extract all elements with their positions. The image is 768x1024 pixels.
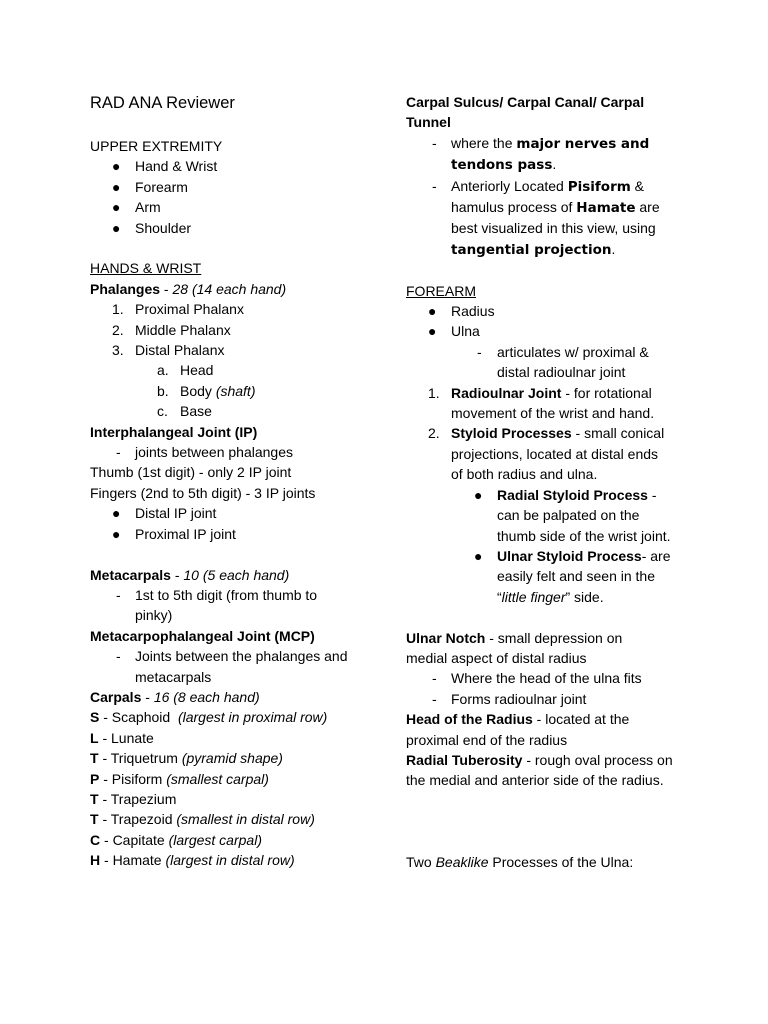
ip-heading: Interphalangeal Joint (IP) [90, 423, 258, 440]
bullet-icon: ● [112, 178, 121, 195]
carpal-item: T - Triquetrum (pyramid shape) [90, 750, 283, 767]
list-item: - Where the head of the ulna fits [406, 668, 706, 688]
carpal-sulcus-heading: Carpal Sulcus/ Carpal Canal/ Carpal Tunnel [406, 94, 645, 131]
carpal-item: S - Scaphoid (largest in proximal row) [90, 709, 328, 726]
list-item: - Forms radioulnar joint [406, 689, 706, 709]
carpal-item: P - Pisiform (smallest carpal) [90, 770, 269, 787]
ulnar-notch: Ulnar Notch - small depression on medial aspect of distal radius [406, 629, 623, 666]
fingers-line: Fingers (2nd to 5th digit) - 3 IP joints [90, 484, 316, 501]
list-item: ● Hand & Wrist [90, 156, 390, 176]
list-item: c. Base [157, 403, 212, 420]
carpal-item: C - Capitate (largest carpal) [90, 831, 262, 848]
list-item: 1. Proximal Phalanx [112, 301, 244, 318]
dash-icon: - [432, 690, 437, 707]
carpal-item: L - Lunate [90, 729, 154, 746]
carpal-item: H - Hamate (largest in distal row) [90, 852, 295, 869]
carpals-line: Carpals - 16 (8 each hand) [90, 688, 260, 705]
bullet-icon: ● [112, 158, 121, 175]
bullet-icon: ● [428, 323, 437, 340]
metacarpals-line: Metacarpals - 10 (5 each hand) [90, 566, 290, 583]
dash-icon: - [477, 343, 482, 360]
list-item: 2. Middle Phalanx [112, 321, 231, 338]
list-item: ● Shoulder [90, 218, 390, 238]
list-item: b. Body (shaft) [157, 382, 256, 399]
dash-icon: - [116, 444, 121, 461]
list-item: - Joints between the phalanges and metacarpals [116, 648, 348, 685]
list-item: - where the major nerves and tendons pass. [432, 134, 650, 174]
carpal-item: T - Trapezium [90, 790, 177, 807]
list-item: - articulates w/ proximal & distal radioulnar joint [477, 343, 649, 381]
mcp-heading: Metacarpophalangeal Joint (MCP) [90, 627, 315, 644]
hands-wrist-heading: HANDS & WRIST [90, 260, 202, 277]
dash-icon: - [116, 586, 121, 603]
phalanges-line: Phalanges - 28 (14 each hand) [90, 280, 287, 297]
forearm-heading: FOREARM [406, 282, 476, 299]
list-item: ● Forearm [90, 177, 390, 197]
list-item: ● Arm [90, 197, 390, 217]
list-item: ● Distal IP joint [90, 503, 390, 523]
bullet-icon: ● [112, 525, 121, 542]
document-title: RAD ANA Reviewer [90, 94, 235, 112]
radial-tuberosity: Radial Tuberosity - rough oval process on the medial and anterior side of the radius. [406, 751, 673, 789]
upper-extremity-heading: UPPER EXTREMITY [90, 138, 223, 154]
dash-icon: - [116, 648, 121, 665]
list-item: a. Head [157, 362, 214, 379]
thumb-line: Thumb (1st digit) - only 2 IP joint [90, 464, 292, 481]
list-item: ● Radius [406, 301, 706, 321]
list-item: - 1st to 5th digit (from thumb to pinky) [116, 586, 318, 624]
bullet-icon: ● [112, 505, 121, 522]
dash-icon: - [432, 177, 437, 194]
dash-icon: - [432, 134, 437, 151]
list-item: ● Radial Styloid Process - can be palpated on the thumb side of the wrist joint. [474, 486, 671, 544]
list-item: ● Proximal IP joint [90, 524, 390, 544]
list-item: - joints between phalanges [90, 442, 390, 462]
dash-icon: - [432, 670, 437, 687]
right-column [406, 92, 706, 872]
list-item: 2. Styloid Processes - small conical projections, located at distal ends of both radius and ulna. [428, 425, 665, 483]
list-item: 3. Distal Phalanx [112, 342, 225, 359]
head-of-radius: Head of the Radius - located at the proximal end of the radius [406, 711, 630, 748]
list-item: ● Ulnar Styloid Process- are easily felt and seen in the “little finger” side. [474, 547, 671, 605]
carpal-item: T - Trapezoid (smallest in distal row) [90, 811, 315, 828]
beaklike-heading: Two Beaklike Processes of the Ulna: [406, 853, 634, 870]
list-item: - Anteriorly Located Pisiform & hamulus process of Hamate are best visualized in this view, using tangential projection. [432, 177, 660, 258]
bullet-icon: ● [474, 547, 483, 564]
bullet-icon: ● [112, 199, 121, 216]
list-item: ● Ulna [406, 321, 706, 341]
bullet-icon: ● [112, 219, 121, 236]
bullet-icon: ● [474, 486, 483, 503]
bullet-icon: ● [428, 303, 437, 320]
left-column [90, 136, 390, 871]
list-item: 1. Radioulnar Joint - for rotational movement of the wrist and hand. [428, 384, 655, 422]
